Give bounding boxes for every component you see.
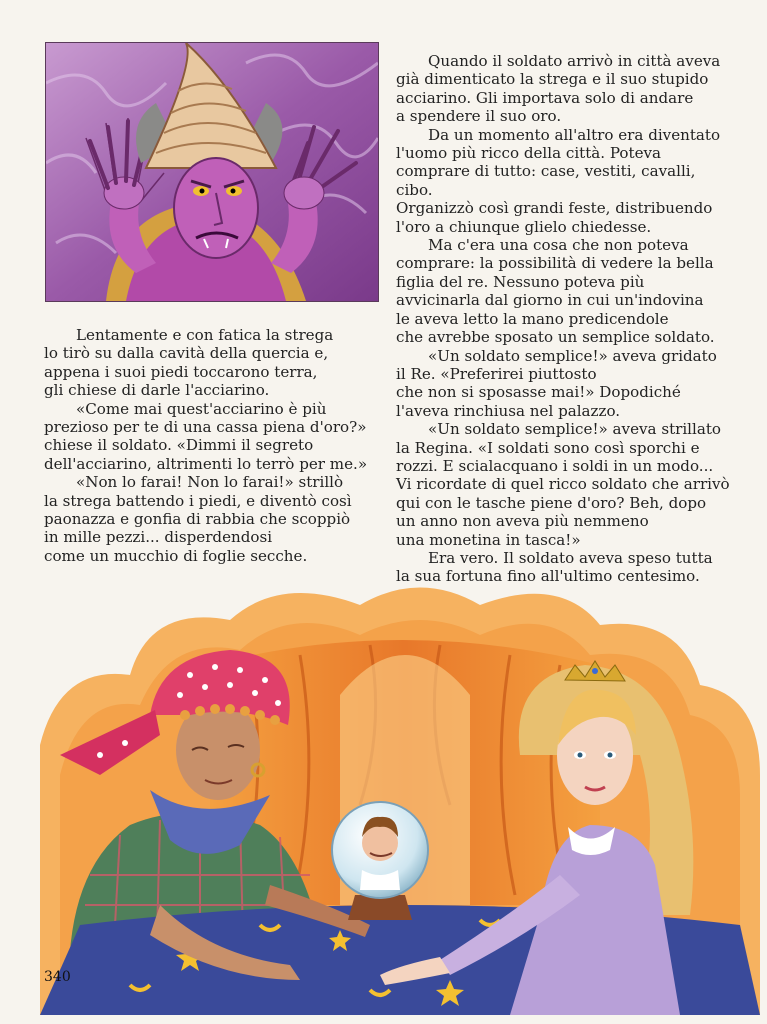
- paragraph: Quando il soldato arrivò in città aveva già dimenticato la strega e il suo stupido acciarino. Gli importava solo di andare a spendere il suo oro.: [396, 52, 721, 126]
- paragraph: «Un soldato semplice!» aveva gridato il Re. «Preferirei piuttosto che non si sposasse mai!» Dopodiché l'aveva rinchiusa nel palazzo.: [396, 346, 717, 420]
- paragraph: «Un soldato semplice!» aveva strillato la Regina. «I soldati sono così sporchi e rozzi. E scialacquano i soldi in un modo... Vi ricordate di quel ricco soldato che arrivò qui con le tasche piene d'oro? Beh, dopo un anno non aveva più nemmeno una monetina in tasca!»: [396, 420, 730, 549]
- witch-illustration: [45, 42, 379, 302]
- paragraph: «Non lo farai! Non lo farai!» strillò la strega battendo i piedi, e diventò così paonazza e gonfia di rabbia che scoppiò in mille pezzi... disperdendosi come un mucchio di foglie secche.: [44, 473, 352, 565]
- right-column-text: [396, 52, 736, 586]
- fortune-teller-illustration: [40, 575, 760, 1015]
- paragraph: «Come mai quest'acciarino è più prezioso per te di una cassa piena d'oro?» chiese il soldato. «Dimmi il segreto dell'acciarino, altrimenti lo terrò per me.»: [44, 399, 368, 473]
- paragraph: Lentamente e con fatica la strega lo tirò su dalla cavità della quercia e, appena i suoi piedi toccarono terra, gli chiese di darle l'acciarino.: [44, 326, 334, 400]
- left-column-text: [44, 326, 384, 565]
- paragraph: Era vero. Il soldato aveva speso tutta la sua fortuna fino all'ultimo centesimo.: [396, 548, 713, 586]
- paragraph: Da un momento all'altro era diventato l'uomo più ricco della città. Poteva comprare di tutto: case, vestiti, cavalli, cibo. Organizzò così grandi feste, distribuendo l'oro a chiunque glielo chiedesse.: [396, 125, 721, 236]
- paragraph: Ma c'era una cosa che non poteva comprare: la possibilità di vedere la bella figlia del re. Nessuno poteva più avvicinarla dal giorno in cui un'indovina le aveva letto la mano predicendole che avrebbe sposato un semplice soldato.: [396, 236, 715, 347]
- page-number: 340: [44, 969, 71, 985]
